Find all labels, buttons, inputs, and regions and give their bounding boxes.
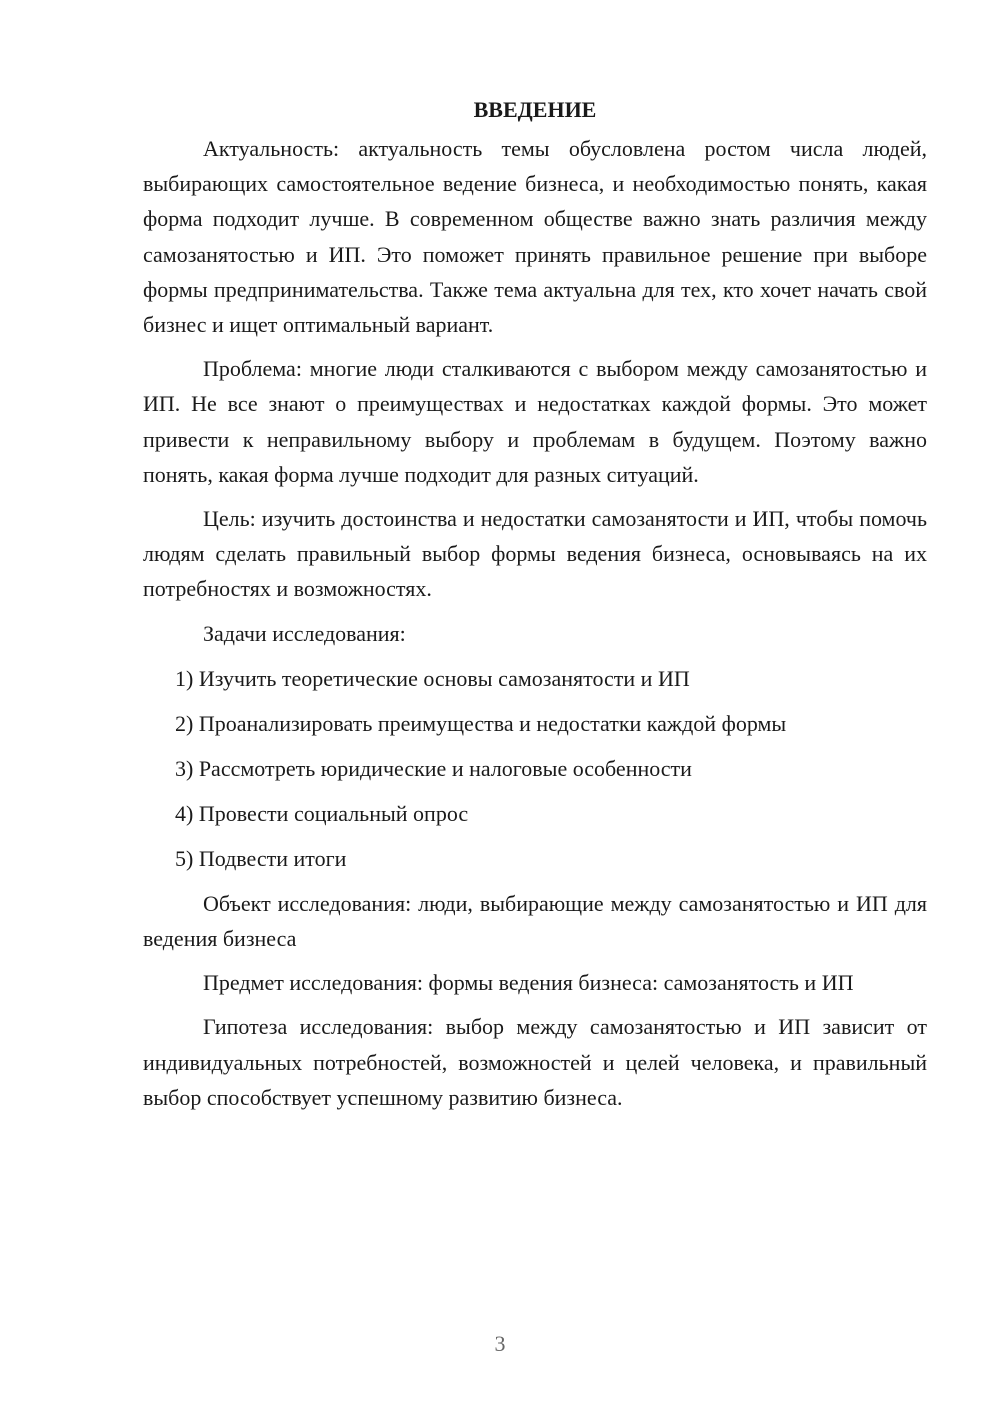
object-paragraph: Объект исследования: люди, выбирающие между самозанятостью и ИП для ведения бизнеса: [143, 890, 927, 952]
goal-paragraph: Цель: изучить достоинства и недостатки самозанятости и ИП, чтобы помочь людям сделать правильный выбор формы ведения бизнеса, основываясь на их потребностях и возможностях.: [143, 506, 927, 602]
section-title: ВВЕДЕНИЕ: [473, 97, 597, 122]
hypothesis-paragraph: Гипотеза исследования: выбор между самозанятостью и ИП зависит от индивидуальных потребностей, возможностей и целей человека, и правильный выбор способствует успешному развитию бизнеса.: [143, 1014, 927, 1110]
tasks-heading: Задачи исследования:: [203, 620, 406, 646]
task-item: 5) Подвести итоги: [175, 845, 347, 871]
task-item: 1) Изучить теоретические основы самозанятости и ИП: [175, 665, 690, 691]
page-number: 3: [494, 1331, 506, 1356]
task-item: 2) Проанализировать преимущества и недостатки каждой формы: [175, 710, 787, 736]
subject-paragraph: Предмет исследования: формы ведения бизнеса: самозанятость и ИП: [203, 970, 854, 996]
tasks-list: [143, 661, 927, 876]
task-item: 4) Провести социальный опрос: [175, 800, 469, 826]
page-content: [143, 92, 927, 1124]
problem-paragraph: Проблема: многие люди сталкиваются с выбором между самозанятостью и ИП. Не все знают о преимуществах и недостатках каждой формы. Это может привести к неправильному выбору и проблемам в будущем. Поэтому важно понять, какая форма лучше подходит для разных ситуаций.: [143, 356, 927, 487]
relevance-paragraph: Актуальность: актуальность темы обусловлена ростом числа людей, выбирающих самостоятельное ведение бизнеса, и необходимостью понять, какая форма подходит лучше. В современном обществе важно знать различия между самозанятостью и ИП. Это поможет принять правильное решение при выборе формы предпринимательства. Также тема актуальна для тех, кто хочет начать свой бизнес и ищет оптимальный вариант.: [143, 136, 927, 338]
task-item: 3) Рассмотреть юридические и налоговые особенности: [175, 755, 692, 781]
